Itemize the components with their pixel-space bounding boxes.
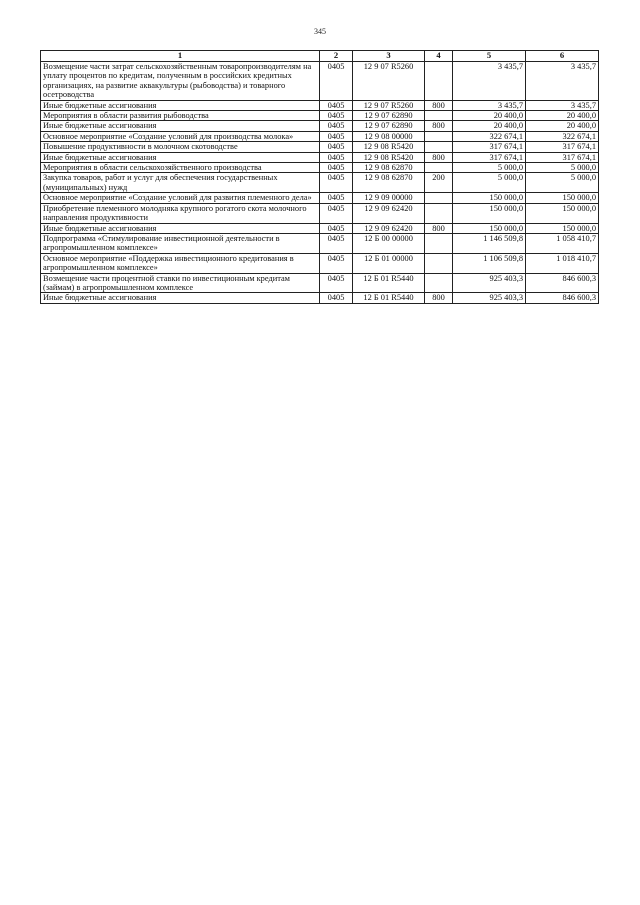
cell-sum1: 20 400,0 bbox=[453, 111, 526, 121]
cell-sum2: 846 600,3 bbox=[526, 273, 599, 293]
table-row bbox=[41, 223, 599, 233]
column-header-type: 4 bbox=[425, 51, 453, 62]
cell-sum2: 150 000,0 bbox=[526, 223, 599, 233]
cell-sum1: 925 403,3 bbox=[453, 293, 526, 303]
cell-name: Закупка товаров, работ и услуг для обеспечения государственных (муниципальных) нужд bbox=[41, 173, 320, 193]
cell-section: 0405 bbox=[320, 233, 353, 253]
cell-name: Иные бюджетные ассигнования bbox=[41, 121, 320, 131]
cell-target: 12 9 09 62420 bbox=[353, 223, 425, 233]
cell-sum1: 317 674,1 bbox=[453, 152, 526, 162]
cell-sum1: 3 435,7 bbox=[453, 62, 526, 101]
cell-name: Приобретение племенного молодняка крупного рогатого скота молочного направления продуктивности bbox=[41, 203, 320, 223]
cell-name: Подпрограмма «Стимулирование инвестиционной деятельности в агропромышленном комплексе» bbox=[41, 233, 320, 253]
cell-sum1: 317 674,1 bbox=[453, 142, 526, 152]
cell-sum2: 5 000,0 bbox=[526, 163, 599, 173]
cell-section: 0405 bbox=[320, 62, 353, 101]
table-row bbox=[41, 203, 599, 223]
cell-section: 0405 bbox=[320, 152, 353, 162]
cell-section: 0405 bbox=[320, 203, 353, 223]
cell-type bbox=[425, 142, 453, 152]
cell-sum1: 150 000,0 bbox=[453, 193, 526, 203]
cell-sum2: 5 000,0 bbox=[526, 173, 599, 193]
cell-name: Иные бюджетные ассигнования bbox=[41, 100, 320, 110]
cell-target: 12 9 07 62890 bbox=[353, 111, 425, 121]
cell-sum2: 846 600,3 bbox=[526, 293, 599, 303]
cell-section: 0405 bbox=[320, 111, 353, 121]
table-row bbox=[41, 173, 599, 193]
cell-sum2: 322 674,1 bbox=[526, 131, 599, 141]
cell-sum2: 3 435,7 bbox=[526, 62, 599, 101]
cell-sum2: 317 674,1 bbox=[526, 142, 599, 152]
cell-type: 800 bbox=[425, 121, 453, 131]
cell-type bbox=[425, 203, 453, 223]
cell-target: 12 9 08 R5420 bbox=[353, 142, 425, 152]
cell-target: 12 9 08 R5420 bbox=[353, 152, 425, 162]
cell-type bbox=[425, 111, 453, 121]
table-row bbox=[41, 163, 599, 173]
cell-type: 200 bbox=[425, 173, 453, 193]
cell-target: 12 Б 01 R5440 bbox=[353, 293, 425, 303]
table-row bbox=[41, 100, 599, 110]
column-header-sum1: 5 bbox=[453, 51, 526, 62]
cell-sum1: 1 106 509,8 bbox=[453, 253, 526, 273]
cell-type bbox=[425, 131, 453, 141]
cell-sum2: 20 400,0 bbox=[526, 111, 599, 121]
cell-name: Иные бюджетные ассигнования bbox=[41, 223, 320, 233]
column-header-name: 1 bbox=[41, 51, 320, 62]
cell-section: 0405 bbox=[320, 253, 353, 273]
cell-name: Основное мероприятие «Создание условий для развития племенного дела» bbox=[41, 193, 320, 203]
cell-target: 12 9 07 R5260 bbox=[353, 62, 425, 101]
table-row bbox=[41, 142, 599, 152]
cell-type: 800 bbox=[425, 223, 453, 233]
table-body bbox=[41, 62, 599, 304]
cell-sum1: 150 000,0 bbox=[453, 223, 526, 233]
cell-type bbox=[425, 253, 453, 273]
table-row bbox=[41, 293, 599, 303]
cell-target: 12 9 08 62870 bbox=[353, 163, 425, 173]
cell-section: 0405 bbox=[320, 193, 353, 203]
table-row bbox=[41, 273, 599, 293]
cell-name: Иные бюджетные ассигнования bbox=[41, 293, 320, 303]
header-row bbox=[41, 51, 599, 62]
table-header bbox=[41, 51, 599, 62]
cell-type bbox=[425, 62, 453, 101]
table-row bbox=[41, 152, 599, 162]
table-row bbox=[41, 111, 599, 121]
table-row bbox=[41, 121, 599, 131]
cell-sum2: 1 058 410,7 bbox=[526, 233, 599, 253]
cell-name: Мероприятия в области сельскохозяйственного производства bbox=[41, 163, 320, 173]
column-header-section: 2 bbox=[320, 51, 353, 62]
cell-section: 0405 bbox=[320, 131, 353, 141]
cell-section: 0405 bbox=[320, 142, 353, 152]
cell-type bbox=[425, 163, 453, 173]
cell-sum1: 322 674,1 bbox=[453, 131, 526, 141]
cell-target: 12 9 07 R5260 bbox=[353, 100, 425, 110]
cell-name: Возмещение части процентной ставки по инвестиционным кредитам (займам) в агропромышленном комплексе bbox=[41, 273, 320, 293]
cell-type bbox=[425, 273, 453, 293]
table-row bbox=[41, 131, 599, 141]
cell-sum1: 925 403,3 bbox=[453, 273, 526, 293]
cell-name: Основное мероприятие «Поддержка инвестиционного кредитования в агропромышленном комплексе» bbox=[41, 253, 320, 273]
cell-sum2: 150 000,0 bbox=[526, 203, 599, 223]
cell-name: Мероприятия в области развития рыбоводства bbox=[41, 111, 320, 121]
cell-section: 0405 bbox=[320, 100, 353, 110]
cell-sum2: 1 018 410,7 bbox=[526, 253, 599, 273]
cell-type: 800 bbox=[425, 100, 453, 110]
table-row bbox=[41, 253, 599, 273]
cell-target: 12 9 09 00000 bbox=[353, 193, 425, 203]
cell-target: 12 9 08 62870 bbox=[353, 173, 425, 193]
cell-target: 12 9 07 62890 bbox=[353, 121, 425, 131]
cell-type: 800 bbox=[425, 152, 453, 162]
cell-type: 800 bbox=[425, 293, 453, 303]
cell-section: 0405 bbox=[320, 173, 353, 193]
table-row bbox=[41, 193, 599, 203]
cell-target: 12 9 08 00000 bbox=[353, 131, 425, 141]
cell-sum1: 150 000,0 bbox=[453, 203, 526, 223]
cell-sum2: 317 674,1 bbox=[526, 152, 599, 162]
cell-section: 0405 bbox=[320, 223, 353, 233]
cell-type bbox=[425, 193, 453, 203]
budget-table bbox=[40, 50, 599, 304]
cell-sum1: 5 000,0 bbox=[453, 173, 526, 193]
cell-name: Иные бюджетные ассигнования bbox=[41, 152, 320, 162]
cell-section: 0405 bbox=[320, 293, 353, 303]
cell-name: Возмещение части затрат сельскохозяйственным товаропроизводителям на уплату процентов по кредитам, полученным в российских кредитных организациях, на развитие аквакультуры (рыбоводства) и товарного осетроводства bbox=[41, 62, 320, 101]
cell-sum1: 20 400,0 bbox=[453, 121, 526, 131]
cell-section: 0405 bbox=[320, 163, 353, 173]
cell-name: Повышение продуктивности в молочном скотоводстве bbox=[41, 142, 320, 152]
cell-section: 0405 bbox=[320, 121, 353, 131]
cell-sum2: 3 435,7 bbox=[526, 100, 599, 110]
column-header-target: 3 bbox=[353, 51, 425, 62]
cell-sum1: 1 146 509,8 bbox=[453, 233, 526, 253]
cell-sum2: 150 000,0 bbox=[526, 193, 599, 203]
page-number: 345 bbox=[314, 27, 326, 36]
cell-sum1: 5 000,0 bbox=[453, 163, 526, 173]
column-header-sum2: 6 bbox=[526, 51, 599, 62]
cell-name: Основное мероприятие «Создание условий для производства молока» bbox=[41, 131, 320, 141]
cell-target: 12 Б 00 00000 bbox=[353, 233, 425, 253]
cell-sum2: 20 400,0 bbox=[526, 121, 599, 131]
cell-type bbox=[425, 233, 453, 253]
cell-target: 12 Б 01 R5440 bbox=[353, 273, 425, 293]
table-row bbox=[41, 233, 599, 253]
cell-target: 12 9 09 62420 bbox=[353, 203, 425, 223]
cell-sum1: 3 435,7 bbox=[453, 100, 526, 110]
cell-section: 0405 bbox=[320, 273, 353, 293]
table-row bbox=[41, 62, 599, 101]
cell-target: 12 Б 01 00000 bbox=[353, 253, 425, 273]
